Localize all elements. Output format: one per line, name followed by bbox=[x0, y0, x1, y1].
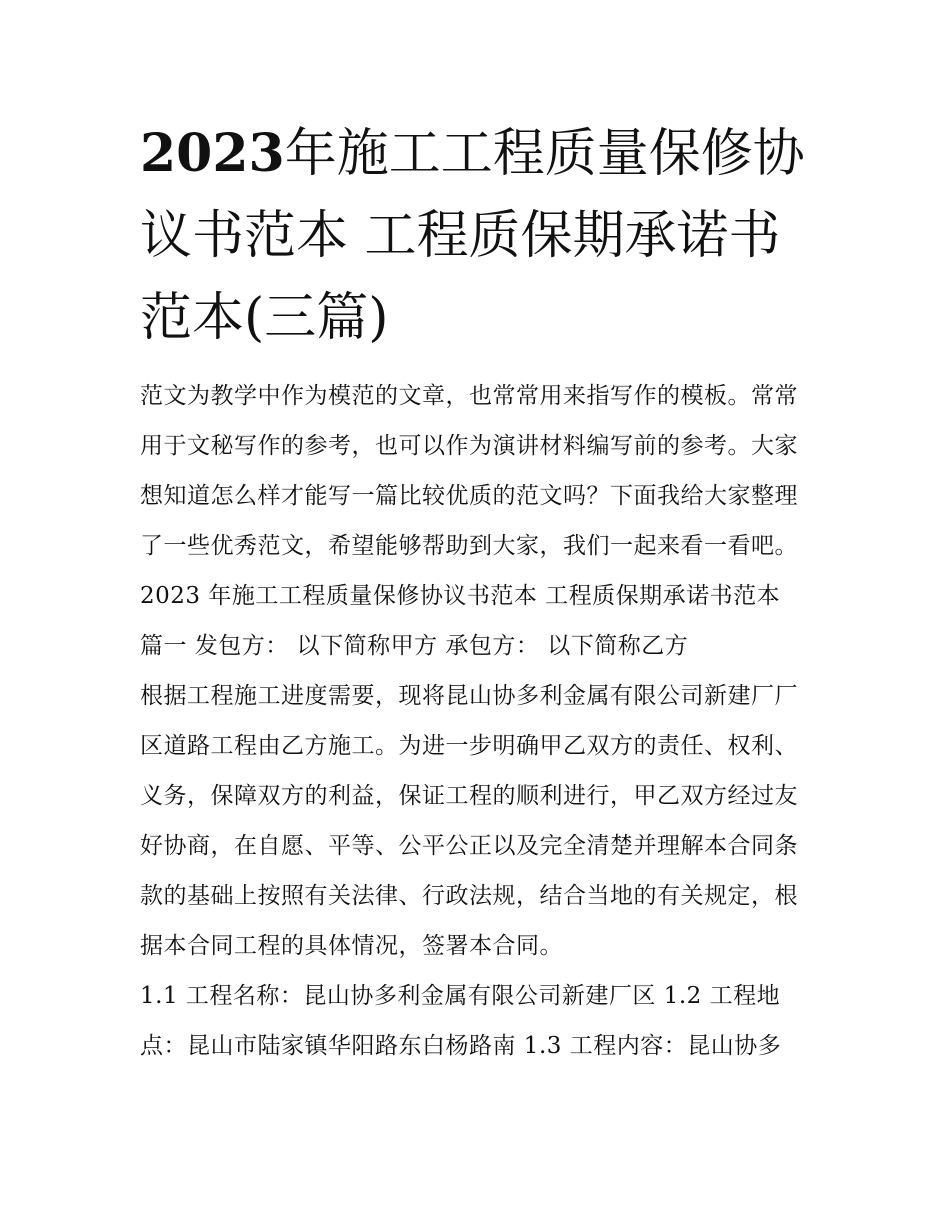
project-details-paragraph bbox=[140, 971, 820, 1071]
project-details-line-1: 1.1 工程名称：昆山协多利金属有限公司新建厂区 1.2 工程地 bbox=[140, 983, 781, 1009]
contract-paragraph: 根据工程施工进度需要，现将昆山协多利金属有限公司新建厂厂区道路工程由乙方施工。为进一步明确甲乙双方的责任、权利、义务，保障双方的利益，保证工程的顺利进行，甲乙双方经过友好协商，在自愿、平等、公平公正以及完全清楚并理解本合同条款的基础上按照有关法律、行政法规，结合当地的有关规定，根据本合同工程的具体情况，签署本合同。 bbox=[140, 683, 798, 959]
intro-paragraph: 范文为教学中作为模范的文章，也常常用来指写作的模板。常常用于文秘写作的参考，也可以作为演讲材料编写前的参考。大家想知道怎么样才能写一篇比较优质的范文吗？下面我给大家整理了一些优秀范文，希望能够帮助到大家，我们一起来看一看吧。 bbox=[140, 383, 798, 559]
section-heading-line-1: 2023 年施工工程质量保修协议书范本 工程质保期承诺书范本 bbox=[140, 583, 781, 609]
section-heading bbox=[140, 571, 820, 671]
title-year: 2023 bbox=[140, 123, 285, 184]
document-content bbox=[140, 113, 820, 1071]
section-heading-line-2: 篇一 发包方： 以下简称甲方 承包方： 以下简称乙方 bbox=[140, 633, 689, 659]
document-title bbox=[140, 113, 820, 359]
title-text: 年施工工程质量保修协议书范本 工程质保期承诺书范本(三篇) bbox=[140, 124, 805, 348]
project-details-line-2: 点：昆山市陆家镇华阳路东白杨路南 1.3 工程内容：昆山协多 bbox=[140, 1033, 782, 1059]
